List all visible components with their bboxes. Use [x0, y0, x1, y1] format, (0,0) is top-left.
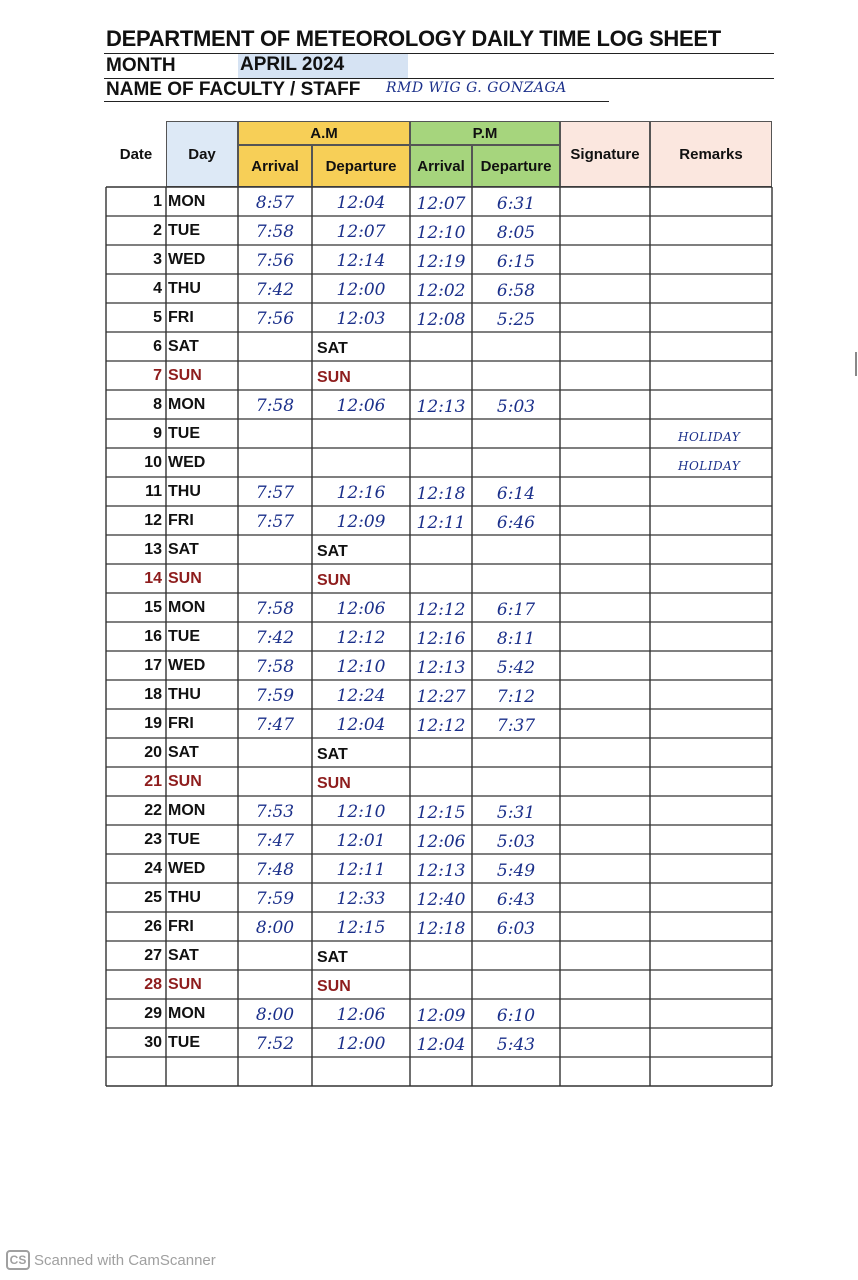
row-remarks: HOLIDAY	[678, 430, 741, 444]
row-am-arrival: 7:52	[255, 1034, 295, 1054]
row-date: 4	[153, 280, 162, 297]
staff-label: NAME OF FACULTY / STAFF	[106, 79, 361, 100]
row-am-departure: 12:04	[336, 193, 386, 213]
row-pm-arrival: 12:13	[416, 861, 466, 881]
row-remarks: HOLIDAY	[678, 459, 741, 473]
row-day: SUN	[168, 773, 202, 790]
header-am-arrival: Arrival	[238, 145, 312, 187]
row-pm-arrival: 12:04	[416, 1035, 466, 1055]
row-am-arrival: 8:00	[255, 1005, 295, 1025]
row-am-departure: 12:14	[336, 251, 386, 271]
row-date: 23	[144, 831, 162, 848]
header-date: Date	[119, 145, 153, 163]
row-pm-departure: 6:17	[496, 600, 536, 620]
row-am-arrival: 7:53	[255, 802, 295, 822]
row-pm-departure: 6:14	[496, 484, 536, 504]
row-pm-arrival: 12:40	[416, 890, 466, 910]
row-date: 25	[144, 889, 162, 906]
row-am-departure	[312, 450, 410, 479]
row-weekend-label: SUN	[317, 775, 351, 792]
row-day: MON	[168, 193, 206, 210]
row-day: SAT	[168, 947, 199, 964]
row-day: WED	[168, 454, 206, 471]
row-pm-arrival: 12:09	[416, 1006, 466, 1026]
row-pm-arrival: 12:16	[416, 629, 466, 649]
row-pm-arrival: 12:07	[416, 194, 466, 214]
row-date: 11	[145, 483, 162, 500]
row-day: TUE	[168, 1034, 200, 1051]
row-am-arrival: 7:57	[255, 483, 295, 503]
row-day: SAT	[168, 338, 199, 355]
row-pm-arrival: 12:15	[416, 803, 466, 823]
row-pm-arrival: 12:12	[416, 600, 466, 620]
row-day: WED	[168, 251, 206, 268]
row-day: TUE	[168, 628, 200, 645]
row-am-arrival: 7:58	[255, 222, 295, 242]
row-pm-arrival: 12:19	[416, 252, 466, 272]
row-day: MON	[168, 599, 206, 616]
row-am-arrival: 7:59	[255, 686, 295, 706]
row-am-departure: 12:07	[336, 222, 386, 242]
row-date: 15	[144, 599, 162, 616]
row-pm-departure: 6:03	[496, 919, 536, 939]
row-pm-arrival	[410, 422, 472, 451]
row-day: SUN	[168, 976, 202, 993]
row-am-arrival: 7:42	[255, 280, 295, 300]
row-pm-arrival: 12:02	[416, 281, 466, 301]
row-am-arrival: 7:58	[255, 599, 295, 619]
row-date: 3	[153, 251, 162, 268]
row-date: 1	[153, 193, 162, 210]
row-day: TUE	[168, 222, 200, 239]
staff-name-handwritten: RMD WIG G. GONZAGA	[386, 80, 567, 96]
row-day: THU	[168, 483, 201, 500]
row-date: 18	[144, 686, 162, 703]
row-pm-arrival: 12:13	[416, 658, 466, 678]
row-pm-arrival: 12:08	[416, 310, 466, 330]
row-pm-departure: 5:49	[496, 861, 536, 881]
row-pm-departure: 6:31	[496, 194, 536, 214]
row-pm-departure: 5:25	[496, 310, 536, 330]
row-am-departure: 12:10	[336, 657, 386, 677]
row-weekend-label: SAT	[317, 746, 348, 763]
row-pm-arrival: 12:10	[416, 223, 466, 243]
row-am-departure: 12:12	[336, 628, 386, 648]
row-date: 26	[144, 918, 162, 935]
row-am-departure: 12:16	[336, 483, 386, 503]
row-pm-departure	[472, 451, 560, 480]
row-am-arrival: 7:56	[255, 309, 295, 329]
row-day: FRI	[168, 918, 194, 935]
row-pm-arrival: 12:12	[416, 716, 466, 736]
row-weekend-label: SAT	[317, 949, 348, 966]
row-am-arrival: 7:47	[255, 831, 295, 851]
row-date: 29	[144, 1005, 162, 1022]
row-am-departure: 12:09	[336, 512, 386, 532]
row-am-arrival: 7:48	[255, 860, 295, 880]
row-pm-departure: 7:37	[496, 716, 536, 736]
row-am-departure: 12:06	[336, 599, 386, 619]
header-pm-departure: Departure	[472, 145, 560, 187]
row-day: SUN	[168, 570, 202, 587]
row-date: 5	[153, 309, 162, 326]
month-value: APRIL 2024	[238, 54, 408, 78]
row-date: 16	[144, 628, 162, 645]
row-pm-arrival: 12:18	[416, 919, 466, 939]
camscanner-logo-icon: CS	[6, 1250, 30, 1270]
header-day: Day	[166, 121, 238, 187]
row-am-departure: 12:03	[336, 309, 386, 329]
row-am-arrival: 7:58	[255, 396, 295, 416]
staff-underline	[104, 101, 609, 102]
row-day: TUE	[168, 831, 200, 848]
row-day: FRI	[168, 309, 194, 326]
row-pm-departure: 5:42	[496, 658, 536, 678]
row-am-departure: 12:06	[336, 1005, 386, 1025]
row-am-departure: 12:04	[336, 715, 386, 735]
row-weekend-label: SAT	[317, 340, 348, 357]
row-date: 10	[144, 454, 162, 471]
row-am-departure: 12:10	[336, 802, 386, 822]
row-date: 8	[153, 396, 162, 413]
row-pm-departure: 5:43	[496, 1035, 536, 1055]
row-pm-departure: 7:12	[496, 687, 536, 707]
row-day: FRI	[168, 715, 194, 732]
row-day: TUE	[168, 425, 200, 442]
row-day: MON	[168, 1005, 206, 1022]
watermark-text: Scanned with CamScanner	[34, 1251, 216, 1269]
row-pm-departure: 5:03	[496, 397, 536, 417]
scanner-watermark	[6, 1250, 216, 1270]
sheet-title: DEPARTMENT OF METEOROLOGY DAILY TIME LOG SHEET	[106, 26, 721, 51]
row-am-arrival: 7:59	[255, 889, 295, 909]
row-weekend-label: SAT	[317, 543, 348, 560]
row-pm-arrival: 12:06	[416, 832, 466, 852]
row-am-arrival	[238, 421, 312, 450]
row-pm-departure: 6:43	[496, 890, 536, 910]
row-am-arrival	[238, 450, 312, 479]
row-am-arrival: 7:57	[255, 512, 295, 532]
row-am-arrival: 8:00	[255, 918, 295, 938]
row-date: 27	[144, 947, 162, 964]
row-date: 6	[153, 338, 162, 355]
row-am-departure: 12:11	[336, 860, 386, 880]
row-pm-departure: 6:58	[496, 281, 536, 301]
row-weekend-label: SUN	[317, 978, 351, 995]
row-day: SAT	[168, 744, 199, 761]
row-pm-departure: 5:31	[496, 803, 536, 823]
row-am-arrival: 8:57	[255, 193, 295, 213]
row-pm-departure: 6:46	[496, 513, 536, 533]
row-day: FRI	[168, 512, 194, 529]
row-date: 30	[144, 1034, 162, 1051]
row-date: 14	[144, 570, 162, 587]
row-am-departure: 12:06	[336, 396, 386, 416]
header-am-departure: Departure	[312, 145, 410, 187]
row-day: SAT	[168, 541, 199, 558]
row-day: THU	[168, 686, 201, 703]
row-pm-arrival	[410, 451, 472, 480]
row-am-departure: 12:01	[336, 831, 386, 851]
row-date: 17	[144, 657, 162, 674]
row-day: THU	[168, 280, 201, 297]
row-am-departure: 12:00	[336, 280, 386, 300]
row-date: 21	[144, 773, 162, 790]
row-pm-arrival: 12:18	[416, 484, 466, 504]
row-date: 7	[153, 367, 162, 384]
row-pm-arrival: 12:13	[416, 397, 466, 417]
row-day: MON	[168, 802, 206, 819]
row-date: 13	[144, 541, 162, 558]
row-am-departure: 12:33	[336, 889, 386, 909]
row-date: 20	[144, 744, 162, 761]
header-signature: Signature	[560, 121, 650, 187]
month-label: MONTH	[106, 55, 176, 76]
row-am-departure: 12:00	[336, 1034, 386, 1054]
row-pm-departure: 5:03	[496, 832, 536, 852]
row-date: 22	[144, 802, 162, 819]
header-pm: P.M	[410, 121, 560, 145]
row-pm-departure	[472, 422, 560, 451]
row-date: 2	[153, 222, 162, 239]
row-pm-arrival: 12:27	[416, 687, 466, 707]
row-pm-arrival: 12:11	[416, 513, 466, 533]
row-pm-departure: 8:05	[496, 223, 536, 243]
row-am-departure: 12:15	[336, 918, 386, 938]
header-remarks: Remarks	[650, 121, 772, 187]
row-pm-departure: 6:15	[496, 252, 536, 272]
row-day: MON	[168, 396, 206, 413]
row-date: 19	[144, 715, 162, 732]
row-weekend-label: SUN	[317, 572, 351, 589]
row-day: WED	[168, 860, 206, 877]
header-pm-arrival: Arrival	[410, 145, 472, 187]
row-am-departure: 12:24	[336, 686, 386, 706]
row-day: THU	[168, 889, 201, 906]
row-date: 28	[144, 976, 162, 993]
row-day: SUN	[168, 367, 202, 384]
row-am-arrival: 7:58	[255, 657, 295, 677]
row-day: WED	[168, 657, 206, 674]
row-pm-departure: 6:10	[496, 1006, 536, 1026]
row-am-arrival: 7:47	[255, 715, 295, 735]
row-date: 24	[144, 860, 162, 877]
row-am-arrival: 7:42	[255, 628, 295, 648]
row-date: 9	[153, 425, 162, 442]
title-underline	[104, 53, 774, 54]
scan-edge-mark	[855, 352, 857, 376]
row-weekend-label: SUN	[317, 369, 351, 386]
row-date: 12	[144, 512, 162, 529]
header-am: A.M	[238, 121, 410, 145]
row-am-arrival: 7:56	[255, 251, 295, 271]
row-am-departure	[312, 421, 410, 450]
row-pm-departure: 8:11	[496, 629, 536, 649]
